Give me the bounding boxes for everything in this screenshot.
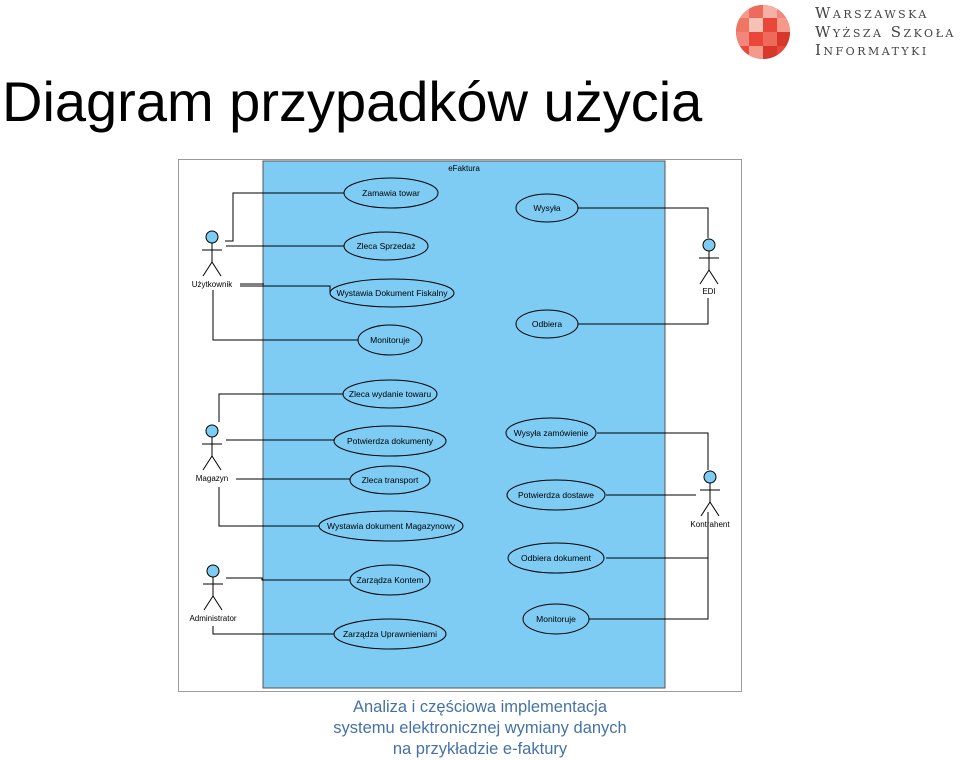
use-case-zleca-sprzedaz	[344, 232, 428, 260]
use-case-zleca-transport	[350, 466, 430, 494]
svg-text:Potwierdza dokumenty: Potwierdza dokumenty	[347, 436, 433, 446]
system-boundary	[263, 161, 665, 688]
svg-text:Wystawia dokument Magazynowy: Wystawia dokument Magazynowy	[327, 521, 455, 531]
actor-kontrahent	[690, 471, 730, 529]
logo-line: Warszawska	[815, 4, 929, 22]
actor-uzytkownik	[192, 231, 233, 289]
svg-text:Monitoruje: Monitoruje	[370, 335, 410, 345]
subtitle	[0, 697, 960, 760]
svg-text:Magazyn: Magazyn	[195, 474, 229, 483]
svg-text:EDI: EDI	[702, 287, 716, 296]
svg-text:Wystawia Dokument Fiskalny: Wystawia Dokument Fiskalny	[336, 288, 448, 298]
actor-edi	[699, 239, 719, 296]
subtitle-line: Analiza i częściowa implementacja	[352, 698, 608, 716]
use-case-zarzadza-kontem	[350, 565, 430, 595]
logo-line: Wyższa Szkoła	[815, 22, 956, 41]
svg-text:Monitoruje: Monitoruje	[536, 614, 576, 624]
actor-administrator	[189, 565, 236, 623]
subtitle-line: systemu elektronicznej wymiany danych	[333, 719, 627, 737]
use-case-odbiera	[516, 310, 578, 338]
svg-text:Administrator: Administrator	[189, 614, 237, 623]
use-case-zarzadza-uprawnieniami	[334, 619, 446, 649]
use-case-wysyla	[516, 194, 578, 222]
svg-text:Wysyła zamówienie: Wysyła zamówienie	[513, 428, 589, 438]
svg-text:Kontrahent: Kontrahent	[690, 520, 730, 529]
use-case-monitoruje-2	[523, 604, 589, 634]
use-case-odbiera-dokument	[508, 543, 604, 573]
svg-text:Zleca Sprzedaż: Zleca Sprzedaż	[356, 241, 416, 251]
svg-text:Odbiera dokument: Odbiera dokument	[521, 553, 591, 563]
svg-text:Wysyła: Wysyła	[533, 203, 561, 213]
svg-text:Użytkownik: Użytkownik	[191, 280, 233, 289]
use-case-potwierdza-dokumenty	[334, 426, 446, 456]
use-case-wystawia-dokument-magazynowy	[319, 511, 463, 541]
subtitle-line: na przykładzie e-faktury	[392, 740, 568, 758]
actor-magazyn	[196, 425, 228, 483]
use-case-monitoruje	[358, 325, 422, 355]
svg-text:Zarządza Uprawnieniami: Zarządza Uprawnieniami	[342, 629, 438, 639]
use-case-potwierdza-dostawe	[507, 480, 605, 510]
svg-text:Zamawia towar: Zamawia towar	[362, 188, 420, 198]
use-case-wystawia-dokument-fiskalny	[330, 279, 454, 307]
system-name: eFaktura	[448, 164, 480, 173]
page-title: Diagram przypadków użycia	[2, 70, 703, 133]
logo-line: Informatyki	[815, 41, 929, 59]
use-case-wysyla-zamowienie	[506, 418, 596, 448]
use-case-zleca-wydanie-towaru	[343, 380, 437, 408]
svg-text:Zleca wydanie towaru: Zleca wydanie towaru	[348, 389, 432, 399]
svg-text:Zleca transport: Zleca transport	[361, 475, 419, 485]
use-case-zamawia-towar	[344, 178, 438, 208]
svg-text:Zarządza Kontem: Zarządza Kontem	[356, 575, 424, 585]
svg-text:Odbiera: Odbiera	[531, 319, 563, 329]
svg-text:Potwierdza dostawe: Potwierdza dostawe	[517, 490, 595, 500]
